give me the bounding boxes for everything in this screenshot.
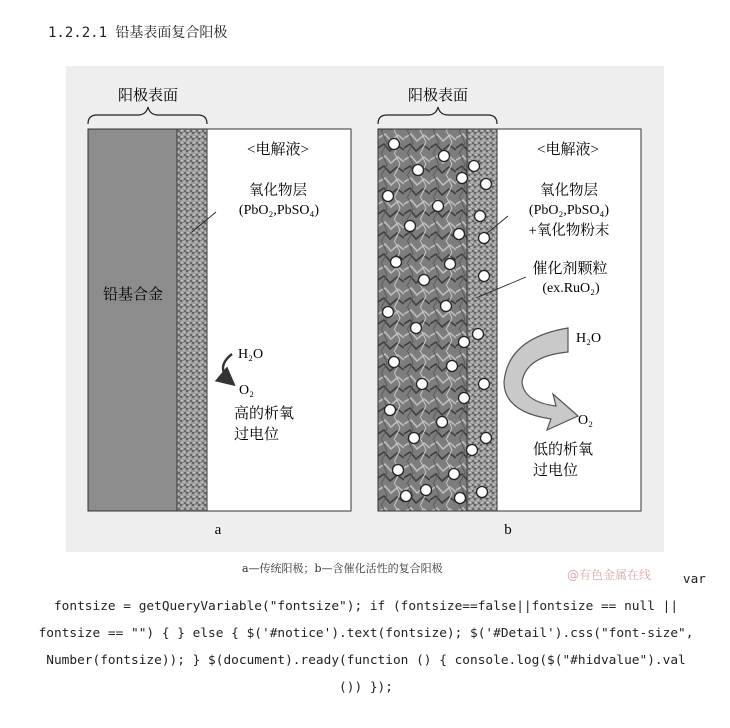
catalyst-particle	[411, 323, 422, 334]
code-line-4: Number(fontsize)); } $(document).ready(function () { console.log($("#hidvalue").val	[46, 653, 686, 668]
oxide-layer-label-a: 氧化物层	[249, 183, 307, 199]
catalyst-particle	[401, 491, 412, 502]
catalyst-particle	[437, 417, 448, 428]
catalyst-particle	[469, 161, 480, 172]
watermark-logo: @有色金属在线	[567, 568, 652, 582]
catalyst-particle	[441, 301, 452, 312]
code-line-1: var	[682, 572, 706, 587]
substrate-label-a: 铅基合金	[102, 287, 164, 303]
lead-alloy-substrate-a	[88, 129, 177, 511]
bracket-label-b: 阳极表面	[407, 88, 469, 104]
catalyst-particle	[454, 229, 465, 240]
reactant-a: H₂O	[238, 347, 264, 362]
catalyst-particle	[455, 493, 466, 504]
bracket-b	[378, 107, 497, 124]
code-text-block	[20, 566, 712, 701]
composite-substrate-b	[378, 129, 467, 511]
catalyst-particle	[433, 201, 444, 212]
catalyst-particle	[449, 469, 460, 480]
catalyst-particle	[385, 405, 396, 416]
bracket-label-a: 阳极表面	[117, 88, 179, 104]
panel-b	[378, 86, 641, 538]
reactant-b: H₂O	[576, 331, 602, 346]
panel-letter-a: a	[214, 522, 222, 538]
oxide-extra-b: +氧化物粉末	[528, 223, 610, 239]
code-line-5: ()) });	[339, 680, 393, 695]
overpotential-b-line1: 低的析氧	[533, 442, 594, 458]
catalyst-particle	[389, 139, 400, 150]
catalyst-particle	[457, 173, 468, 184]
bracket-a	[88, 107, 207, 124]
catalyst-particle	[479, 233, 490, 244]
electrolyte-label-a: <电解液>	[247, 142, 309, 158]
catalyst-particle	[445, 259, 456, 270]
overpotential-b-line2: 过电位	[533, 463, 579, 479]
code-line-2: fontsize = getQueryVariable("fontsize"); if (fontsize==false||fontsize == null ||	[53, 599, 679, 614]
overpotential-a-line2: 过电位	[234, 427, 280, 443]
section-heading: 1.2.2.1 铅基表面复合阳极	[48, 25, 228, 41]
catalyst-particle	[391, 257, 402, 268]
product-b: O₂	[578, 413, 593, 428]
catalyst-particle	[481, 433, 492, 444]
electrolyte-label-b: <电解液>	[537, 142, 599, 158]
catalyst-example-b: (ex.RuO₂)	[542, 281, 600, 296]
catalyst-particle	[421, 485, 432, 496]
catalyst-particle	[447, 361, 458, 372]
oxide-layer-a	[177, 129, 207, 511]
catalyst-particle	[479, 271, 490, 282]
catalyst-particle	[419, 275, 430, 286]
anode-figure	[66, 66, 664, 552]
catalyst-particle	[477, 487, 488, 498]
catalyst-label-b: 催化剂颗粒	[532, 261, 608, 277]
catalyst-particle	[439, 151, 450, 162]
anode-diagram	[66, 66, 664, 552]
catalyst-particle	[473, 329, 484, 340]
catalyst-particle	[481, 179, 492, 190]
oxide-layer-label-b: 氧化物层	[540, 183, 598, 199]
oxide-formula-a: (PbO₂,PbSO₄)	[238, 203, 320, 218]
catalyst-particle	[459, 393, 470, 404]
catalyst-particle	[383, 307, 394, 318]
catalyst-particle	[459, 337, 470, 348]
catalyst-particle	[417, 379, 428, 390]
panel-letter-b: b	[504, 522, 512, 538]
catalyst-particle	[413, 165, 424, 176]
catalyst-particle	[383, 191, 394, 202]
product-a: O₂	[239, 383, 254, 398]
catalyst-particle	[475, 211, 486, 222]
catalyst-particle	[405, 221, 416, 232]
catalyst-particle	[393, 465, 404, 476]
catalyst-particle	[409, 433, 420, 444]
overpotential-a-line1: 高的析氧	[234, 406, 295, 422]
catalyst-particle	[467, 445, 478, 456]
figure-caption: a—传统阳极；b—含催化活性的复合阳极	[242, 562, 443, 575]
panel-a	[88, 86, 351, 538]
code-line-3: fontsize == "") { } else { $('#notice').text(fontsize); $('#Detail').css("font-size",	[38, 626, 694, 641]
catalyst-particle	[389, 357, 400, 368]
catalyst-particle	[479, 379, 490, 390]
oxide-formula-b: (PbO₂,PbSO₄)	[528, 203, 610, 218]
